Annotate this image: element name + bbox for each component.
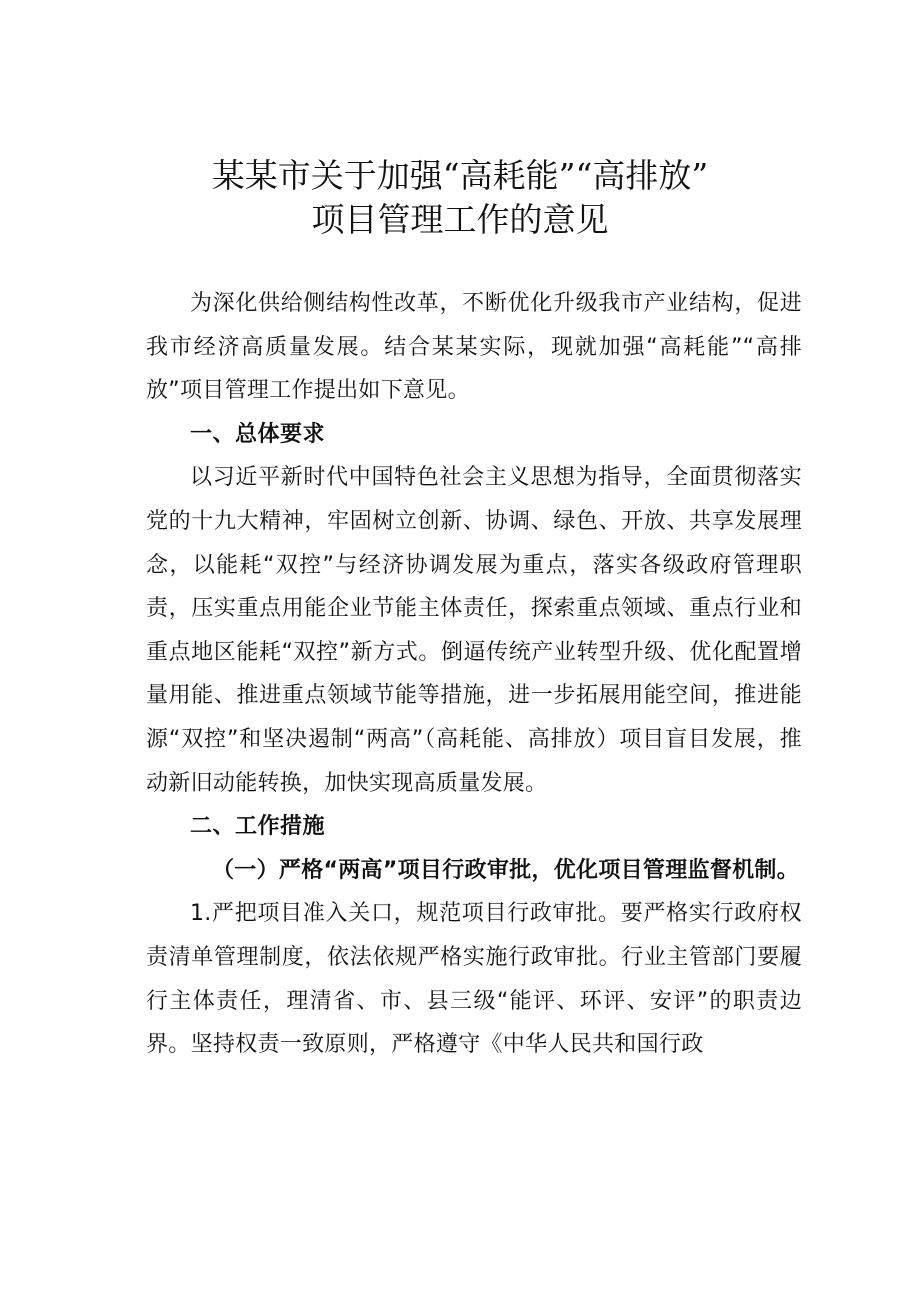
document-body bbox=[146, 282, 802, 1067]
general-requirements-paragraph: 以习近平新时代中国特色社会主义思想为指导，全面贯彻落实党的十九大精神，牢固树立创新、协调、绿色、开放、共享发展理念，以能耗“双控”与经济协调发展为重点，落实各级政府管理职责，压实重点用能企业节能主体责任，探索重点领域、重点行业和重点地区能耗“双控”新方式。倒逼传统产业转型升级、优化配置增量用能、推进重点领域节能等措施，进一步拓展用能空间，推进能源“双控”和坚决遏制“两高”（高耗能、高排放）项目盲目发展，推动新旧动能转换，加快实现高质量发展。 bbox=[146, 465, 802, 796]
section-heading-general-requirements: 一、总体要求 bbox=[190, 421, 326, 447]
document-title-line-2: 项目管理工作的意见 bbox=[311, 200, 609, 239]
document-title-line-1: 某某市关于加强“高耗能”“高排放” bbox=[211, 156, 709, 195]
subsection-heading-approval: （一）严格“两高”项目行政审批，优化项目管理监督机制。 bbox=[212, 857, 800, 883]
item-1-paragraph: 1.严把项目准入关口，规范项目行政审批。要严格实行政府权责清单管理制度，依法依规严格实施行政审批。行业主管部门要履行主体责任，理清省、市、县三级“能评、环评、安评”的职责边界。坚持权责一致原则，严格遵守《中华人民共和国行政 bbox=[146, 901, 802, 1058]
section-heading-work-measures: 二、工作措施 bbox=[190, 814, 326, 840]
intro-paragraph: 为深化供给侧结构性改革，不断优化升级我市产业结构，促进我市经济高质量发展。结合某某实际，现就加强“高耗能”“高排放”项目管理工作提出如下意见。 bbox=[146, 291, 802, 404]
